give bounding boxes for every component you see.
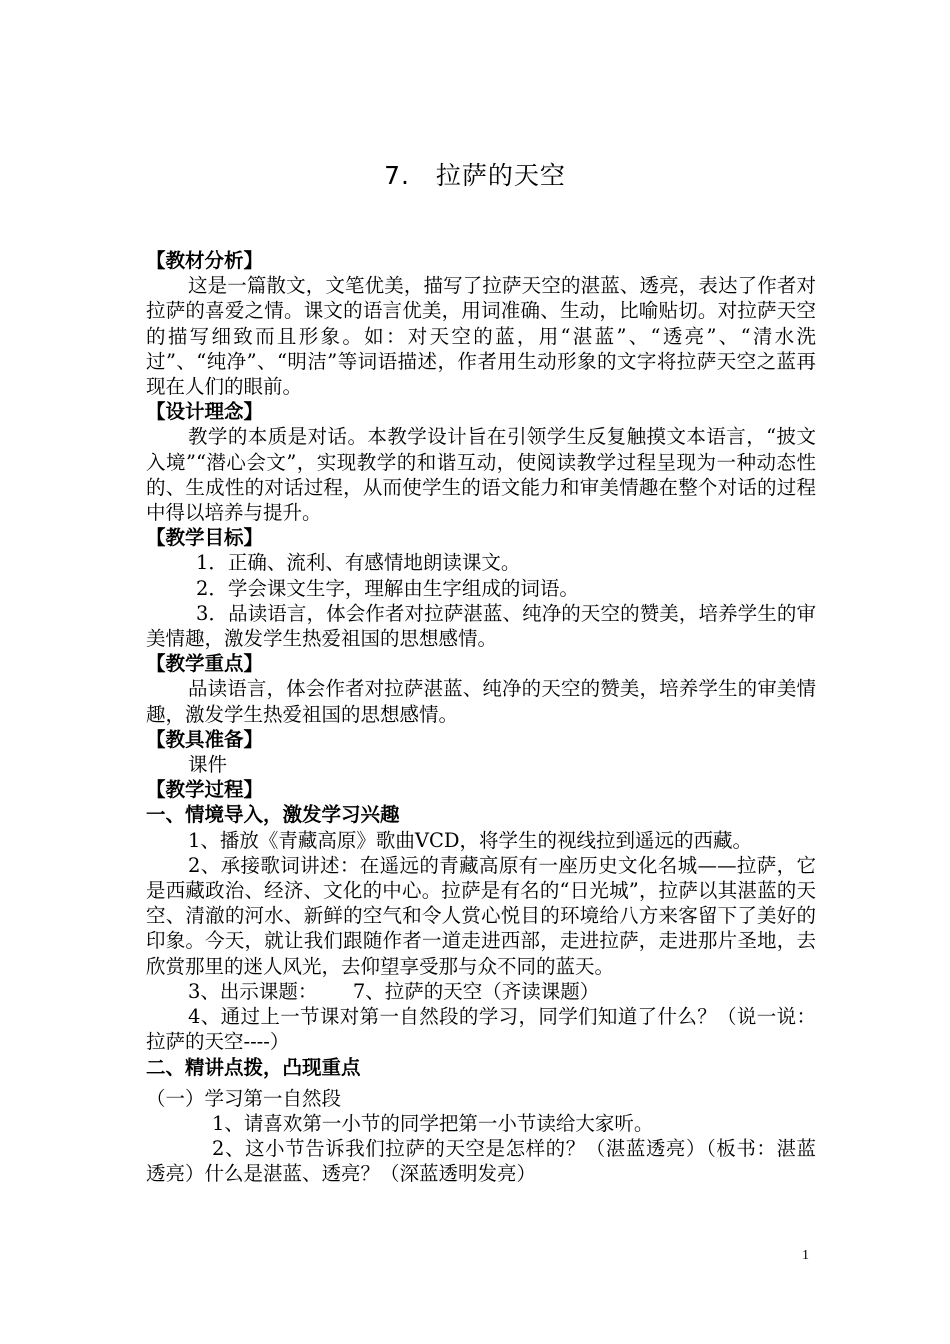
- body-paragraph: 教学的本质是对话。本教学设计旨在引领学生反复触摸文本语言，“披文入境”“潜心会文”，实现教学的和谐互动，使阅读教学过程呈现为一种动态性的、生成性的对话过程，从而使学生的语文能力和审美情趣在整个对话的过程中得以培养与提升。: [146, 425, 816, 525]
- body-paragraph: 1、请喜欢第一小节的同学把第一小节读给大家听。: [212, 1111, 654, 1135]
- body-paragraph: 4、通过上一节课对第一自然段的学习，同学们知道了什么？（说一说：拉萨的天空----）: [146, 1005, 816, 1054]
- section-heading: 【教学过程】: [146, 778, 264, 802]
- body-paragraph: （一）学习第一自然段: [146, 1086, 342, 1110]
- body-paragraph: 2、这小节告诉我们拉萨的天空是怎样的？（湛蓝透亮）（板书：湛蓝透亮）什么是湛蓝、透亮？（深蓝透明发亮）: [146, 1137, 816, 1186]
- document-body: [146, 248, 816, 1187]
- page-number: 1: [802, 1248, 809, 1263]
- body-paragraph: 1、播放《青藏高原》歌曲VCD，将学生的视线拉到遥远的西藏。: [188, 828, 753, 852]
- body-paragraph: 2、承接歌词讲述：在遥远的青藏高原有一座历史文化名城——拉萨，它是西藏政治、经济、文化的中心。拉萨是有名的“日光城”，拉萨以其湛蓝的天空、清澈的河水、新鲜的空气和令人赏心悦目的环境给八方来客留下了美好的印象。今天，就让我们跟随作者一道走进西部，走进拉萨，走进那片圣地，去欣赏那里的迷人风光，去仰望享受那与众不同的蓝天。: [146, 853, 816, 978]
- body-paragraph: 这是一篇散文，文笔优美，描写了拉萨天空的湛蓝、透亮，表达了作者对拉萨的喜爱之情。课文的语言优美，用词准确、生动，比喻贴切。对拉萨天空的描写细致而且形象。如：对天空的蓝，用“湛蓝”、“透亮”、“清水洗过”、“纯净”、“明洁”等词语描述，作者用生动形象的文字将拉萨天空之蓝再现在人们的眼前。: [146, 274, 816, 399]
- section-heading: 【设计理念】: [146, 400, 264, 424]
- body-paragraph: 2．学会课文生字，理解由生字组成的词语。: [196, 576, 579, 600]
- section-heading: 【教学目标】: [146, 526, 264, 550]
- body-paragraph: 课件: [188, 753, 228, 777]
- section-heading: 【教具准备】: [146, 727, 264, 751]
- body-paragraph: 3．品读语言，体会作者对拉萨湛蓝、纯净的天空的赞美，培养学生的审美情趣，激发学生热爱祖国的思想感情。: [146, 601, 816, 651]
- document-title: 7. 拉萨的天空: [384, 161, 566, 190]
- body-paragraph: 品读语言，体会作者对拉萨湛蓝、纯净的天空的赞美，培养学生的审美情趣，激发学生热爱祖国的思想感情。: [146, 677, 816, 726]
- body-paragraph: 1．正确、流利、有感情地朗读课文。: [196, 551, 521, 575]
- section-heading: 一、情境导入，激发学习兴趣: [146, 803, 400, 827]
- section-heading: 二、精讲点拨，凸现重点: [146, 1055, 361, 1079]
- section-heading: 【教材分析】: [146, 249, 264, 272]
- body-paragraph: 3、出示课题： 7、拉萨的天空（齐读课题）: [188, 979, 600, 1003]
- section-heading: 【教学重点】: [146, 652, 264, 676]
